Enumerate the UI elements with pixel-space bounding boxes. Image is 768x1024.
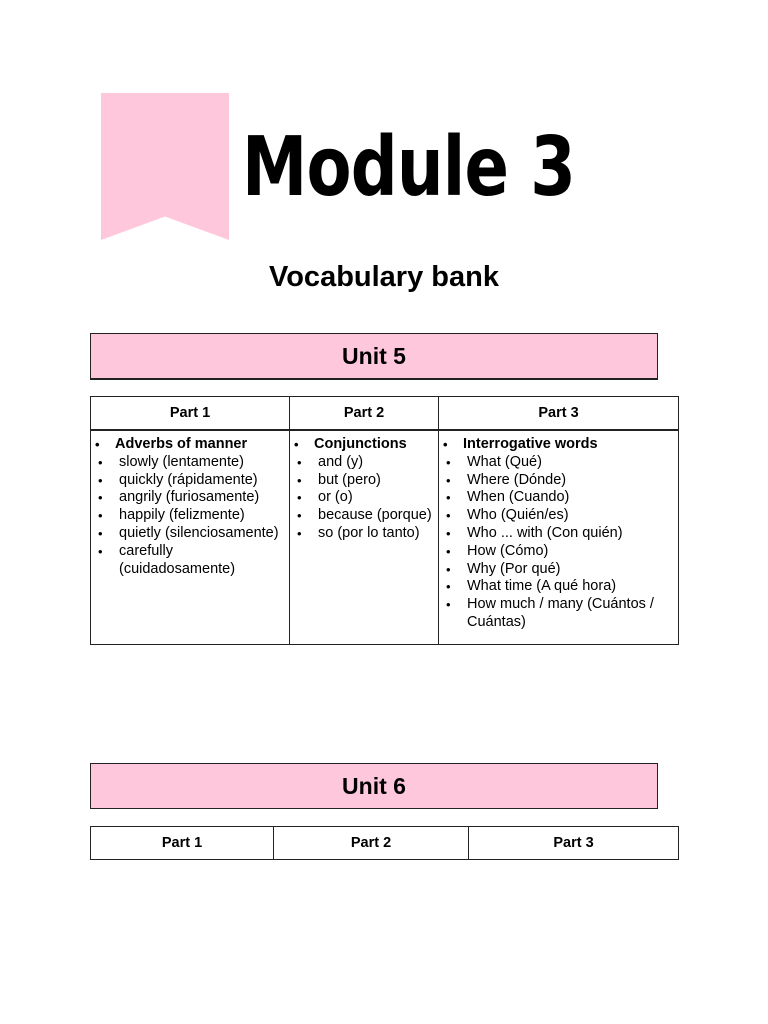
conjunctions-list — [294, 436, 432, 543]
list-heading: • Conjunctions — [294, 436, 432, 454]
list-item: • What time (A qué hora) — [443, 578, 672, 596]
list-item: • Why (Por qué) — [443, 561, 672, 579]
list-item: • Where (Dónde) — [443, 472, 672, 490]
list-item: • Who ... with (Con quién) — [443, 525, 672, 543]
unit-6-header: Unit 6 — [90, 763, 658, 809]
list-item: • When (Cuando) — [443, 489, 672, 507]
unit-5-table — [90, 396, 679, 645]
list-item: • Who (Quién/es) — [443, 507, 672, 525]
table-header-row — [91, 397, 679, 431]
list-item: • quietly (silenciosamente) — [95, 525, 283, 543]
column-header-part-3: Part 3 — [439, 397, 679, 431]
list-item: • carefully (cuidadosamente) — [95, 543, 283, 579]
list-item: • slowly (lentamente) — [95, 454, 283, 472]
column-header-part-3: Part 3 — [469, 827, 679, 860]
list-item: • How (Cómo) — [443, 543, 672, 561]
list-item: • How much / many (Cuántos / Cuántas) — [443, 596, 672, 632]
module-title: Module 3 — [242, 120, 576, 215]
part-2-cell — [290, 430, 439, 644]
part-3-cell — [439, 430, 679, 644]
table-row — [91, 430, 679, 644]
table-header-row — [91, 827, 679, 860]
column-header-part-2: Part 2 — [274, 827, 469, 860]
list-item: • happily (felizmente) — [95, 507, 283, 525]
column-header-part-1: Part 1 — [91, 827, 274, 860]
list-heading: • Interrogative words — [443, 436, 672, 454]
page-subtitle: Vocabulary bank — [269, 261, 499, 293]
list-item: • quickly (rápidamente) — [95, 472, 283, 490]
list-item: • because (porque) — [294, 507, 432, 525]
unit-5-header: Unit 5 — [90, 333, 658, 380]
column-header-part-1: Part 1 — [91, 397, 290, 431]
list-heading: • Adverbs of manner — [95, 436, 283, 454]
list-item: • and (y) — [294, 454, 432, 472]
part-1-cell — [91, 430, 290, 644]
unit-6-table — [90, 826, 679, 860]
bookmark-ribbon-icon — [101, 93, 229, 240]
list-item: • angrily (furiosamente) — [95, 489, 283, 507]
list-item: • but (pero) — [294, 472, 432, 490]
list-item: • What (Qué) — [443, 454, 672, 472]
adverbs-list — [95, 436, 283, 578]
list-item: • or (o) — [294, 489, 432, 507]
column-header-part-2: Part 2 — [290, 397, 439, 431]
list-item: • so (por lo tanto) — [294, 525, 432, 543]
interrogatives-list — [443, 436, 672, 632]
